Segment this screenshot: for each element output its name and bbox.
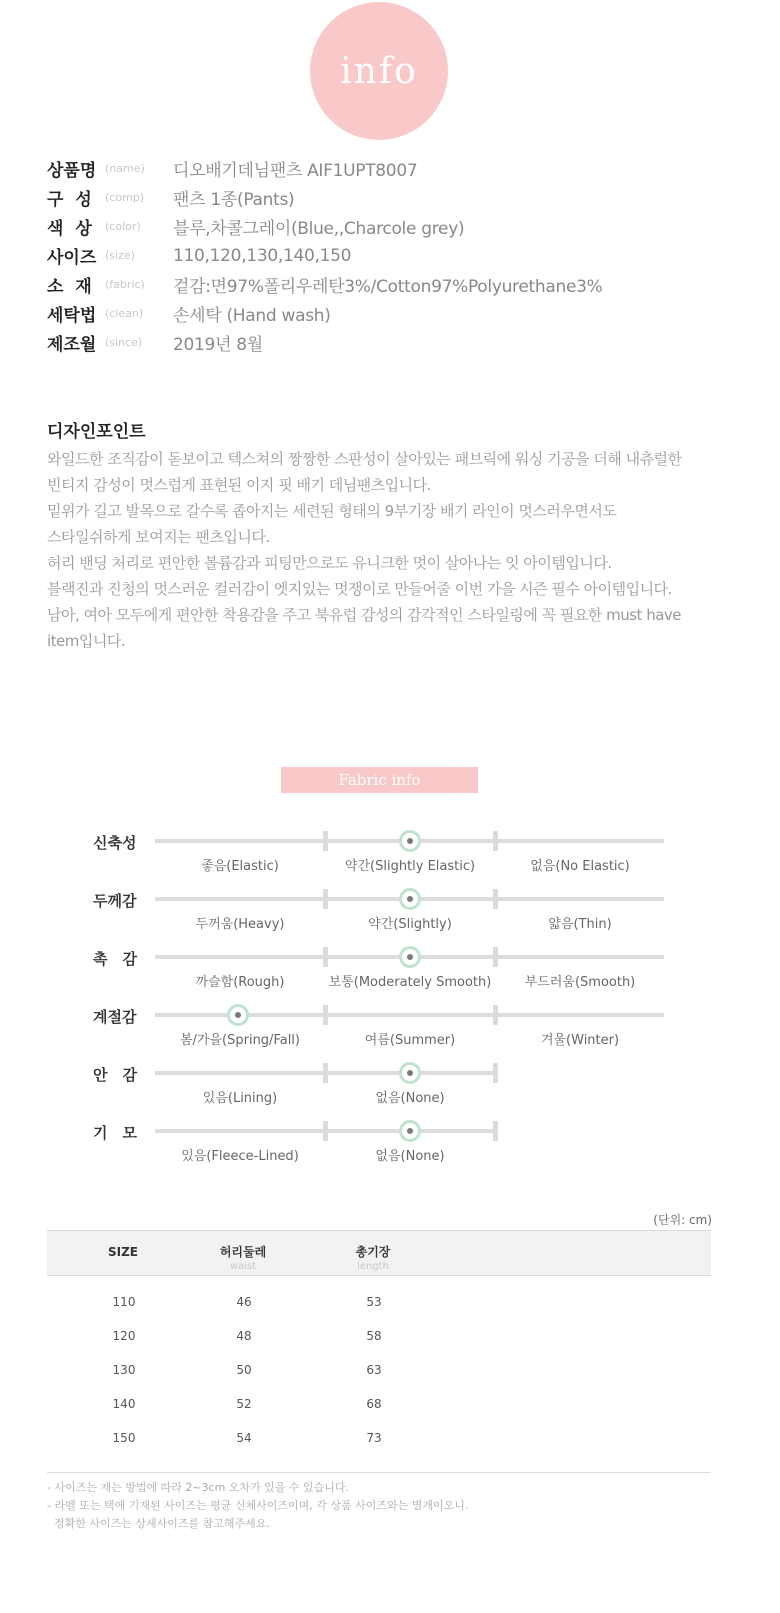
fabric-row-fleece — [0, 1110, 780, 1168]
design-line: 밑위가 길고 발목으로 갈수록 좁아지는 세련된 형태의 9부기장 배기 라인이 멋스러우면서도 — [47, 502, 617, 520]
spec-label: 제조월 — [47, 335, 97, 355]
spec-row-color — [47, 212, 747, 241]
size-table — [47, 1230, 711, 1454]
cell-length: 58 — [366, 1329, 382, 1343]
spec-label: 상품명 — [47, 161, 97, 181]
fabric-tick — [493, 1005, 498, 1025]
spec-value: 2019년 8월 — [173, 335, 263, 355]
fabric-option: 있음(Lining) — [202, 1091, 278, 1106]
design-line: 와일드한 조직감이 돋보이고 텍스쳐의 짱짱한 스판성이 살아있는 패브릭에 워싱 기공을 더해 내츄럴한 — [47, 450, 682, 468]
header-waist-en: waist — [229, 1261, 257, 1272]
cell-length: 53 — [366, 1295, 382, 1309]
fabric-selected-marker — [227, 1004, 249, 1026]
fabric-row-lining — [0, 1052, 780, 1110]
spec-label-en: (fabric) — [105, 278, 145, 291]
design-line: item입니다. — [47, 632, 126, 650]
spec-row-comp — [47, 183, 747, 212]
fabric-option: 약간(Slightly) — [368, 917, 452, 932]
cell-length: 68 — [366, 1397, 382, 1411]
table-row — [47, 1420, 711, 1454]
spec-label: 세탁법 — [47, 306, 97, 326]
cell-length: 73 — [366, 1431, 382, 1445]
cell-length: 63 — [366, 1363, 382, 1377]
table-row — [47, 1352, 711, 1386]
spec-row-size — [47, 241, 747, 270]
cell-size: 130 — [112, 1363, 136, 1377]
fabric-option: 봄/가을(Spring/Fall) — [179, 1033, 300, 1048]
table-row — [47, 1284, 711, 1318]
header-waist — [203, 1243, 283, 1272]
cell-waist: 54 — [236, 1431, 252, 1445]
spec-label-en: (size) — [105, 249, 135, 262]
spec-row-clean — [47, 299, 747, 328]
fabric-tick — [493, 831, 498, 851]
fabric-option: 두꺼움(Heavy) — [195, 917, 285, 932]
header-length-ko: 총기장 — [355, 1245, 391, 1259]
fabric-selected-marker — [399, 830, 421, 852]
fabric-selected-marker — [399, 888, 421, 910]
spec-value: 손세탁 (Hand wash) — [173, 306, 331, 326]
fabric-option: 겨울(Winter) — [540, 1033, 620, 1048]
spec-label: 소재 — [47, 277, 104, 297]
note-line: 정확한 사이즈는 상세사이즈를 참고해주세요. — [47, 1517, 270, 1530]
header-size — [83, 1245, 163, 1259]
fabric-option: 얇음(Thin) — [548, 917, 612, 932]
size-table-header — [47, 1230, 711, 1276]
spec-row-name — [47, 154, 747, 183]
cell-waist: 46 — [236, 1295, 252, 1309]
header-length — [333, 1243, 413, 1272]
cell-waist: 48 — [236, 1329, 252, 1343]
spec-label-en: (since) — [105, 336, 143, 349]
fabric-option: 없음(No Elastic) — [530, 859, 630, 874]
design-line: 남아, 여아 모두에게 편안한 착용감을 주고 북유럽 감성의 감각적인 스타일링에 꼭 필요한 must have — [47, 606, 682, 624]
design-point-body — [47, 446, 747, 654]
spec-value: 110,120,130,140,150 — [173, 245, 352, 266]
fabric-selected-marker — [399, 1120, 421, 1142]
fabric-tick — [323, 1063, 328, 1083]
fabric-option: 있음(Fleece-Lined) — [181, 1149, 299, 1164]
fabric-tick — [493, 1121, 498, 1141]
spec-label-en: (comp) — [105, 191, 145, 204]
cell-size: 140 — [112, 1397, 136, 1411]
spec-label-en: (name) — [105, 162, 145, 175]
cell-waist: 52 — [236, 1397, 252, 1411]
product-spec-list — [47, 154, 747, 357]
spec-label-en: (color) — [105, 220, 141, 233]
cell-size: 110 — [112, 1295, 136, 1309]
design-line: 스타일쉬하게 보여지는 팬츠입니다. — [47, 528, 270, 546]
spec-value: 겉감:면97%폴리우레탄3%/Cotton97%Polyurethane3% — [173, 277, 603, 297]
fabric-info-title: Fabric info — [281, 767, 478, 793]
size-table-body — [47, 1276, 711, 1454]
fabric-tick — [323, 947, 328, 967]
fabric-row-elasticity — [0, 820, 780, 878]
fabric-option: 보통(Moderately Smooth) — [328, 975, 492, 990]
spec-value: 디오배기데님팬츠 AIF1UPT8007 — [173, 161, 418, 181]
fabric-option: 좋음(Elastic) — [201, 859, 279, 874]
design-line: 블랙진과 진청의 멋스러운 컬러감이 엣지있는 멋쟁이로 만들어줄 이번 가을 시즌 필수 아이템입니다. — [47, 580, 672, 598]
fabric-option: 없음(None) — [375, 1149, 445, 1164]
table-row — [47, 1318, 711, 1352]
size-notes — [47, 1472, 711, 1533]
design-point-title: 디자인포인트 — [47, 422, 146, 442]
spec-label: 색상 — [47, 219, 104, 239]
fabric-tick — [323, 889, 328, 909]
fabric-option: 약간(Slightly Elastic) — [344, 859, 476, 874]
cell-size: 120 — [112, 1329, 136, 1343]
fabric-row-label: 계절감 — [93, 1008, 137, 1026]
header-waist-ko: 허리둘레 — [219, 1245, 267, 1259]
spec-label-en: (clean) — [105, 307, 144, 320]
fabric-selected-marker — [399, 946, 421, 968]
info-badge — [310, 2, 448, 140]
fabric-option: 여름(Summer) — [364, 1033, 456, 1048]
spec-value: 팬츠 1종(Pants) — [173, 190, 295, 210]
fabric-row-touch — [0, 936, 780, 994]
fabric-tick — [493, 1063, 498, 1083]
design-line: 빈티지 감성이 멋스럽게 표현된 이지 핏 배기 데님팬츠입니다. — [47, 476, 431, 494]
spec-row-since — [47, 328, 747, 357]
info-badge-text: info — [340, 50, 418, 92]
fabric-selected-marker — [399, 1062, 421, 1084]
fabric-tick — [323, 831, 328, 851]
fabric-row-season — [0, 994, 780, 1052]
table-row — [47, 1386, 711, 1420]
header-size-ko: SIZE — [107, 1245, 138, 1259]
fabric-row-label: 안감 — [93, 1066, 152, 1084]
spec-label: 구성 — [47, 190, 104, 210]
cell-size: 150 — [112, 1431, 136, 1445]
fabric-tick — [493, 947, 498, 967]
fabric-tick — [323, 1121, 328, 1141]
fabric-option: 없음(None) — [375, 1091, 445, 1106]
fabric-tick — [323, 1005, 328, 1025]
fabric-row-thickness — [0, 878, 780, 936]
spec-value: 블루,차콜그레이(Blue,,Charcole grey) — [173, 219, 465, 239]
design-line: 허리 밴딩 처리로 편안한 볼륨감과 피팅만으로도 유니크한 멋이 살아나는 잇 아이템입니다. — [47, 554, 612, 572]
fabric-option: 부드러움(Smooth) — [524, 975, 636, 990]
note-line: - 라벨 또는 택에 기재된 사이즈는 평균 신체사이즈이며, 각 상품 사이즈와는 별개이오니. — [47, 1499, 469, 1512]
fabric-row-label: 촉감 — [93, 950, 152, 968]
spec-label: 사이즈 — [47, 248, 97, 268]
fabric-option: 까슬함(Rough) — [195, 975, 285, 990]
note-line: - 사이즈는 재는 방법에 따라 2~3cm 오차가 있을 수 있습니다. — [47, 1481, 350, 1494]
fabric-row-label: 신축성 — [93, 834, 137, 852]
cell-waist: 50 — [236, 1363, 252, 1377]
header-length-en: length — [357, 1261, 389, 1272]
fabric-tick — [493, 889, 498, 909]
unit-label: (단위: cm) — [653, 1213, 712, 1227]
fabric-row-label: 두께감 — [93, 892, 137, 910]
spec-row-fabric — [47, 270, 747, 299]
fabric-row-label: 기모 — [93, 1124, 152, 1142]
